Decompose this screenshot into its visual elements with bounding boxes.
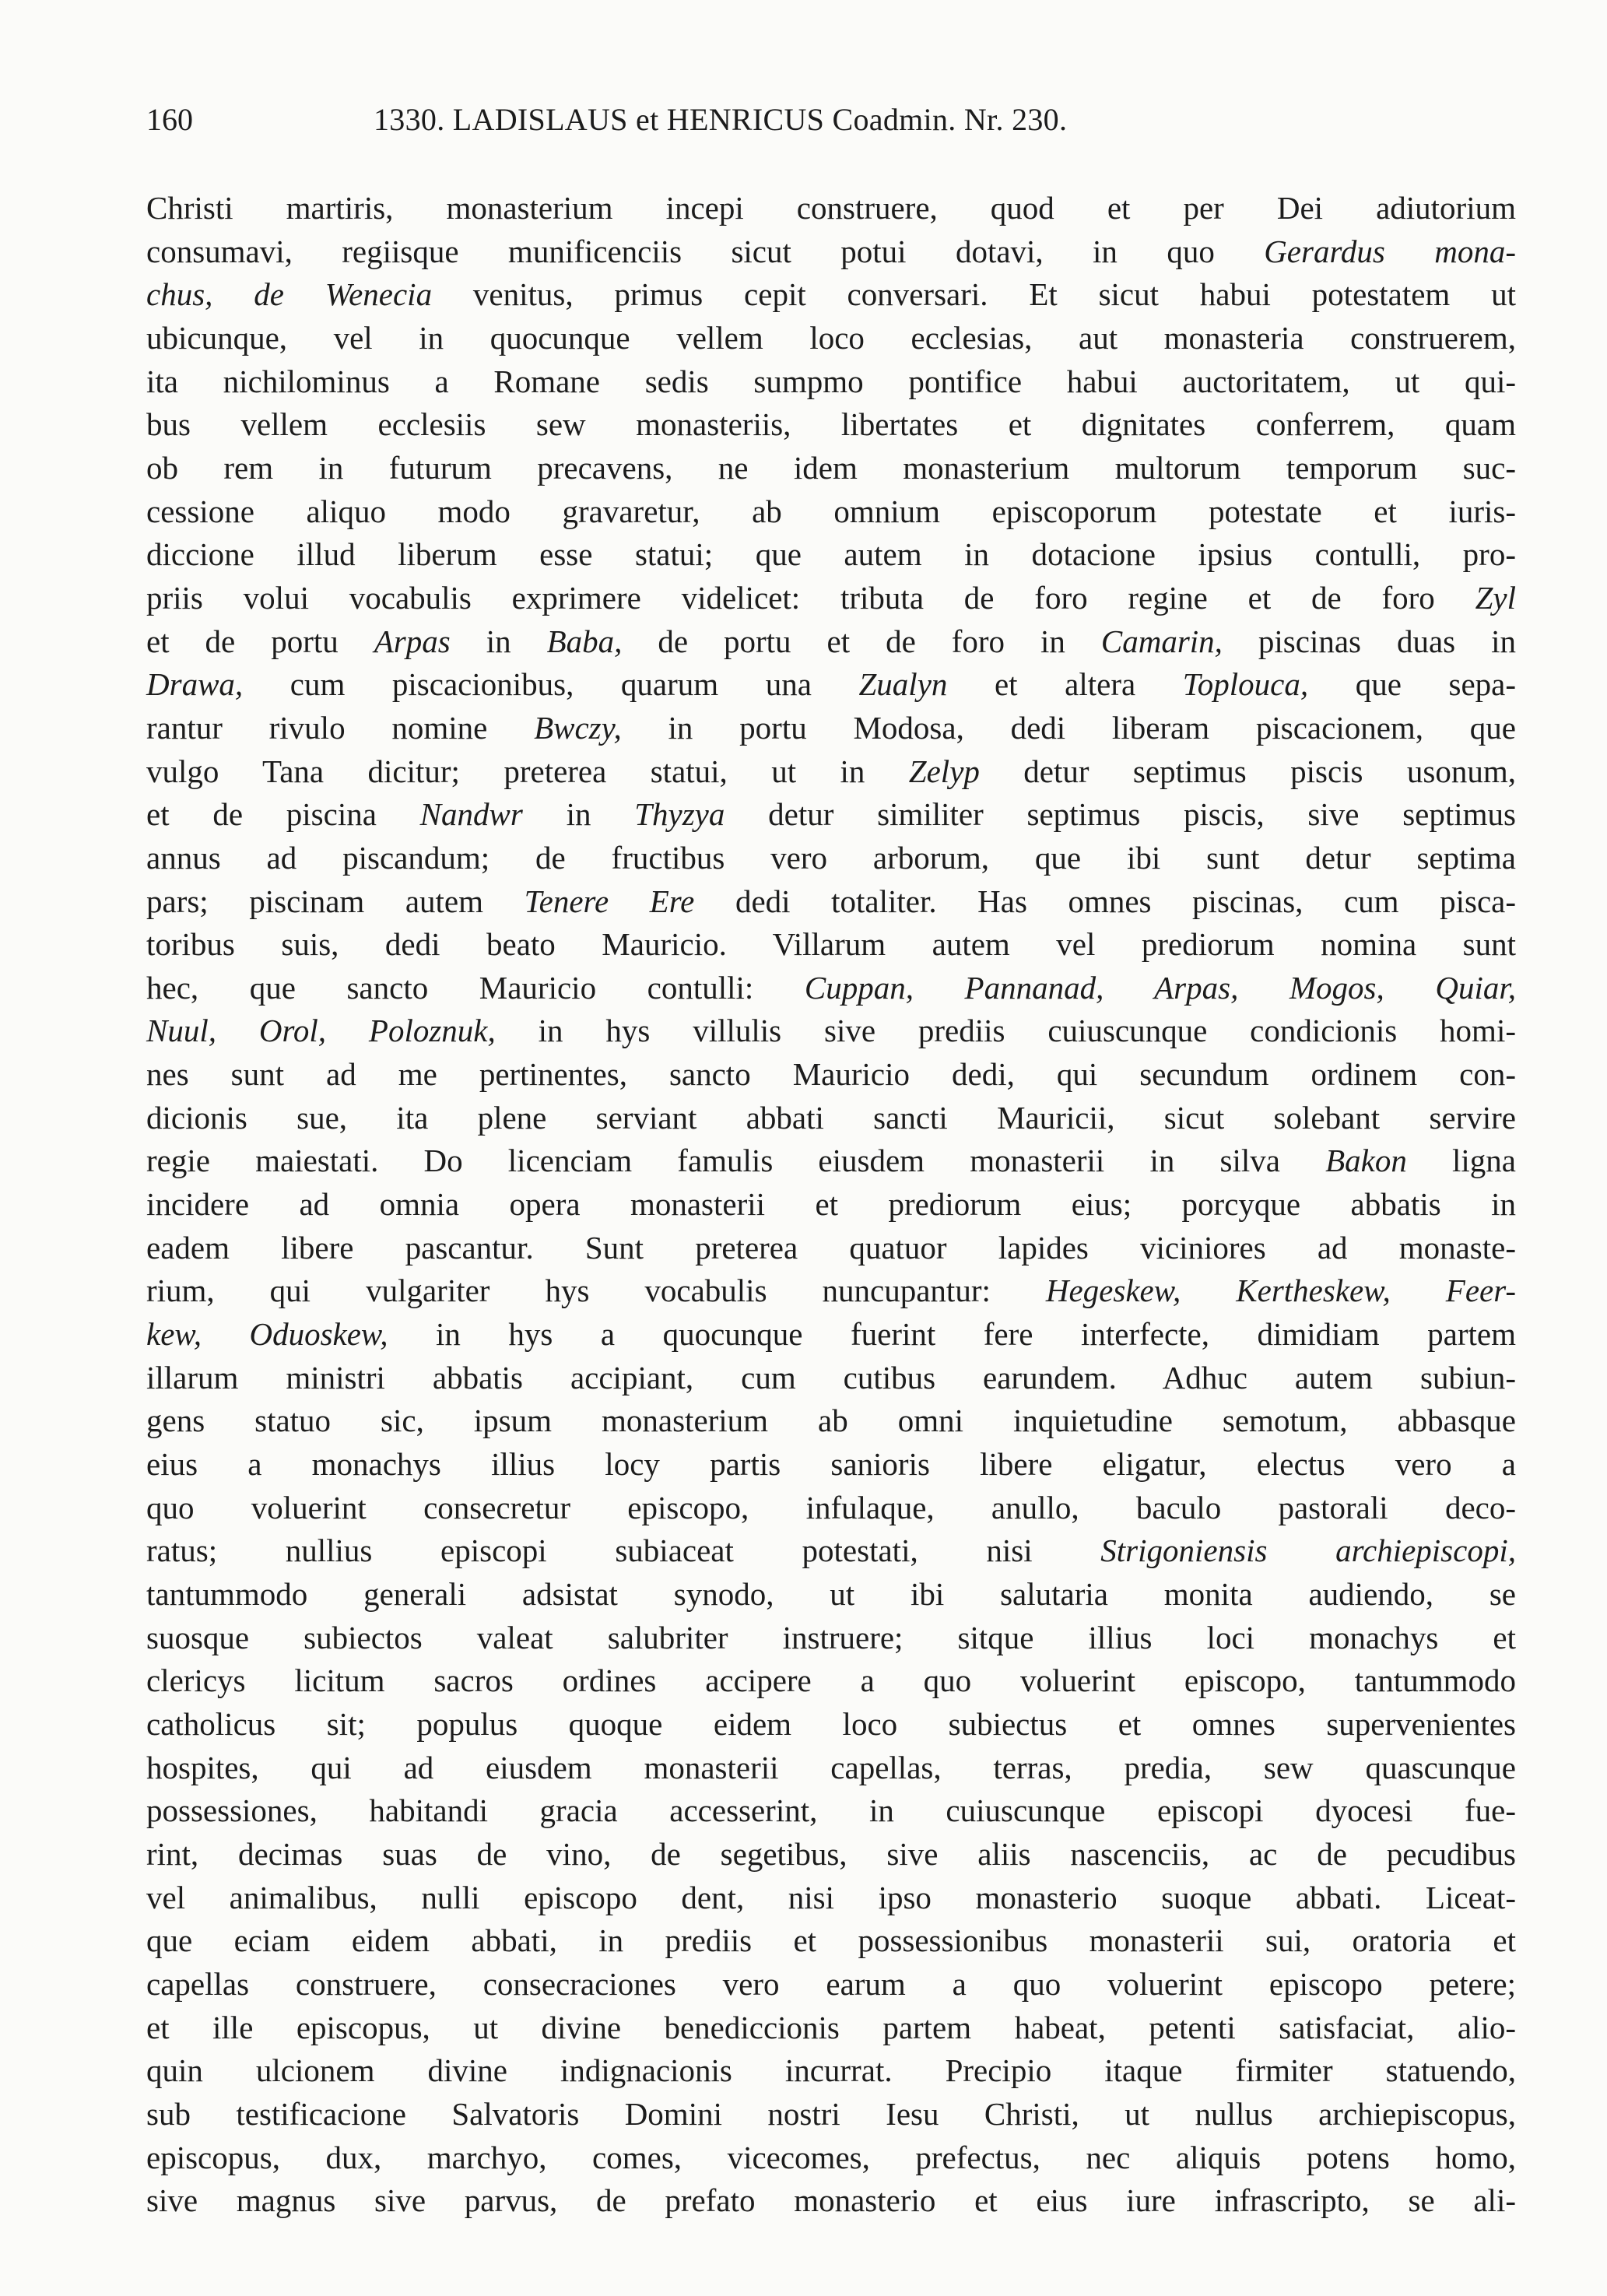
italic-term: Arpas (374, 623, 451, 659)
italic-term: Tenere Ere (524, 883, 695, 919)
text-line: Christi martiris, monasterium incepi construere, quod et per Dei adiutorium (146, 190, 1516, 226)
text-line: vel animalibus, nulli episcopo dent, nisi ipso monasterio suoque abbati. Liceat- (146, 1879, 1516, 1915)
italic-term: Zyl (1475, 579, 1516, 616)
italic-term: Bwczy, (534, 709, 622, 746)
text-line: et ille episcopus, ut divine benediccionis partem habeat, petenti satisfaciat, alio- (146, 2009, 1516, 2045)
text-line: vulgo Tana dicitur; preterea statui, ut in Zelyp detur septimus piscis usonum, (146, 753, 1516, 789)
text-line: bus vellem ecclesiis sew monasteriis, libertates et dignitates conferrem, quam (146, 406, 1516, 443)
text-line: hospites, qui ad eiusdem monasterii capellas, terras, predia, sew quascunque (146, 1749, 1516, 1785)
text-line: rint, decimas suas de vino, de segetibus, sive aliis nascenciis, ac de pecudibus (146, 1835, 1516, 1872)
text-line: toribus suis, dedi beato Mauricio. Villarum autem vel prediorum nomina sunt (146, 926, 1516, 963)
text-line: illarum ministri abbatis accipiant, cum cutibus earundem. Adhuc autem subiun- (146, 1359, 1516, 1396)
text-line: nes sunt ad me pertinentes, sancto Mauricio dedi, qui secundum ordinem con- (146, 1056, 1516, 1093)
text-line: hec, que sancto Mauricio contulli: Cuppan, Pannanad, Arpas, Mogos, Quiar, (146, 969, 1516, 1006)
text-line: priis volui vocabulis exprimere videlicet: tributa de foro regine et de foro Zyl (146, 579, 1516, 616)
italic-term: Camarin, (1100, 623, 1223, 659)
text-line: ita nichilominus a Romane sedis sumpmo pontifice habui auctoritatem, ut qui- (146, 363, 1516, 399)
italic-term: Zelyp (908, 753, 980, 789)
text-line: quin ulcionem divine indignacionis incurrat. Precipio itaque firmiter statuendo, (146, 2052, 1516, 2089)
text-line: regie maiestati. Do licenciam famulis eiusdem monasterii in silva Bakon ligna (146, 1143, 1516, 1179)
text-line: annus ad piscandum; de fructibus vero arborum, que ibi sunt detur septima (146, 839, 1516, 876)
text-line: sive magnus sive parvus, de prefato monasterio et eius iure infrascripto, se ali- (146, 2182, 1516, 2219)
text-line: capellas construere, consecraciones vero earum a quo voluerint episcopo petere; (146, 1965, 1516, 2002)
text-line: gens statuo sic, ipsum monasterium ab omni inquietudine semotum, abbasque (146, 1403, 1516, 1439)
text-line: et de portu Arpas in Baba, de portu et de foro in Camarin, piscinas duas in (146, 623, 1516, 659)
text-line: tantummodo generali adsistat synodo, ut ibi salutaria monita audiendo, se (146, 1576, 1516, 1612)
text-line: consumavi, regiisque munificenciis sicut potui dotavi, in quo Gerardus mona- (146, 233, 1516, 269)
italic-term: Zualyn (858, 666, 948, 703)
text-line: ob rem in futurum precavens, ne idem monasterium multorum temporum suc- (146, 449, 1516, 486)
italic-term: Nandwr (419, 796, 523, 833)
italic-term: Nuul, Orol, Poloznuk, (146, 1013, 496, 1049)
text-line: que eciam eidem abbati, in prediis et possessionibus monasterii sui, oratoria et (146, 1922, 1516, 1959)
italic-term: chus, de Wenecia (146, 276, 433, 313)
text-line: dicionis sue, ita plene serviant abbati sancti Mauricii, sicut solebant servire (146, 1099, 1516, 1136)
text-line: clericys licitum sacros ordines accipere a quo voluerint episcopo, tantummodo (146, 1662, 1516, 1699)
italic-term: Toplouca, (1182, 666, 1309, 703)
text-line: pars; piscinam autem Tenere Ere dedi totaliter. Has omnes piscinas, cum pisca- (146, 883, 1516, 919)
text-line: ratus; nullius episcopi subiaceat potestati, nisi Strigoniensis archiepiscopi, (146, 1532, 1516, 1569)
running-head (0, 97, 1607, 143)
text-line: Drawa, cum piscacionibus, quarum una Zualyn et altera Toplouca, que sepa- (146, 666, 1516, 703)
text-line: kew, Oduoskew, in hys a quocunque fuerint fere interfecte, dimidiam partem (146, 1316, 1517, 1353)
text-line: eadem libere pascantur. Sunt preterea quatuor lapides viciniores ad monaste- (146, 1229, 1516, 1266)
text-line: sub testificacione Salvatoris Domini nostri Iesu Christi, ut nullus archiepiscopus, (146, 2095, 1516, 2132)
text-line: chus, de Wenecia venitus, primus cepit conversari. Et sicut habui potestatem ut (146, 276, 1516, 313)
italic-term: Strigoniensis archiepiscopi, (1100, 1532, 1516, 1569)
body-text (146, 187, 1516, 2223)
header-title: 1330. LADISLAUS et HENRICUS Coadmin. Nr. 230. (374, 102, 1068, 137)
text-line: incidere ad omnia opera monasterii et prediorum eius; porcyque abbatis in (146, 1186, 1516, 1223)
italic-term: Hegeskew, Kertheskew, Feer- (1045, 1273, 1517, 1309)
italic-term: Baba, (546, 623, 623, 659)
text-line: diccione illud liberum esse statui; que autem in dotacione ipsius contulli, pro- (146, 536, 1516, 573)
text-line: et de piscina Nandwr in Thyzya detur similiter septimus piscis, sive septimus (146, 796, 1516, 833)
text-line: eius a monachys illius locy partis sanioris libere eligatur, electus vero a (146, 1446, 1516, 1483)
italic-term: Bakon (1325, 1143, 1407, 1179)
text-line: rium, qui vulgariter hys vocabulis nuncupantur: Hegeskew, Kertheskew, Feer- (146, 1273, 1517, 1309)
text-line: possessiones, habitandi gracia accesserint, in cuiuscunque episcopi dyocesi fue- (146, 1792, 1516, 1829)
page-number: 160 (146, 102, 193, 137)
text-line: ubicunque, vel in quocunque vellem loco ecclesias, aut monasteria construerem, (146, 319, 1516, 356)
italic-term: Cuppan, Pannanad, Arpas, Mogos, Quiar, (804, 969, 1516, 1006)
italic-term: Drawa, (146, 666, 244, 703)
text-line: episcopus, dux, marchyo, comes, vicecomes, prefectus, nec aliquis potens homo, (146, 2139, 1516, 2175)
text-line: cessione aliquo modo gravaretur, ab omnium episcoporum potestate et iuris- (146, 493, 1516, 529)
text-line: rantur rivulo nomine Bwczy, in portu Modosa, dedi liberam piscacionem, que (146, 709, 1516, 746)
text-line: catholicus sit; populus quoque eidem loco subiectus et omnes supervenientes (146, 1705, 1516, 1742)
text-line: quo voluerint consecretur episcopo, infulaque, anullo, baculo pastorali deco- (146, 1489, 1516, 1525)
italic-term: kew, Oduoskew, (146, 1316, 388, 1353)
italic-term: Gerardus mona- (1264, 233, 1516, 269)
italic-term: Thyzya (634, 796, 725, 833)
text-line: Nuul, Orol, Poloznuk, in hys villulis sive prediis cuiuscunque condicionis homi- (146, 1013, 1516, 1049)
text-line: suosque subiectos valeat salubriter instruere; sitque illius loci monachys et (146, 1619, 1516, 1655)
